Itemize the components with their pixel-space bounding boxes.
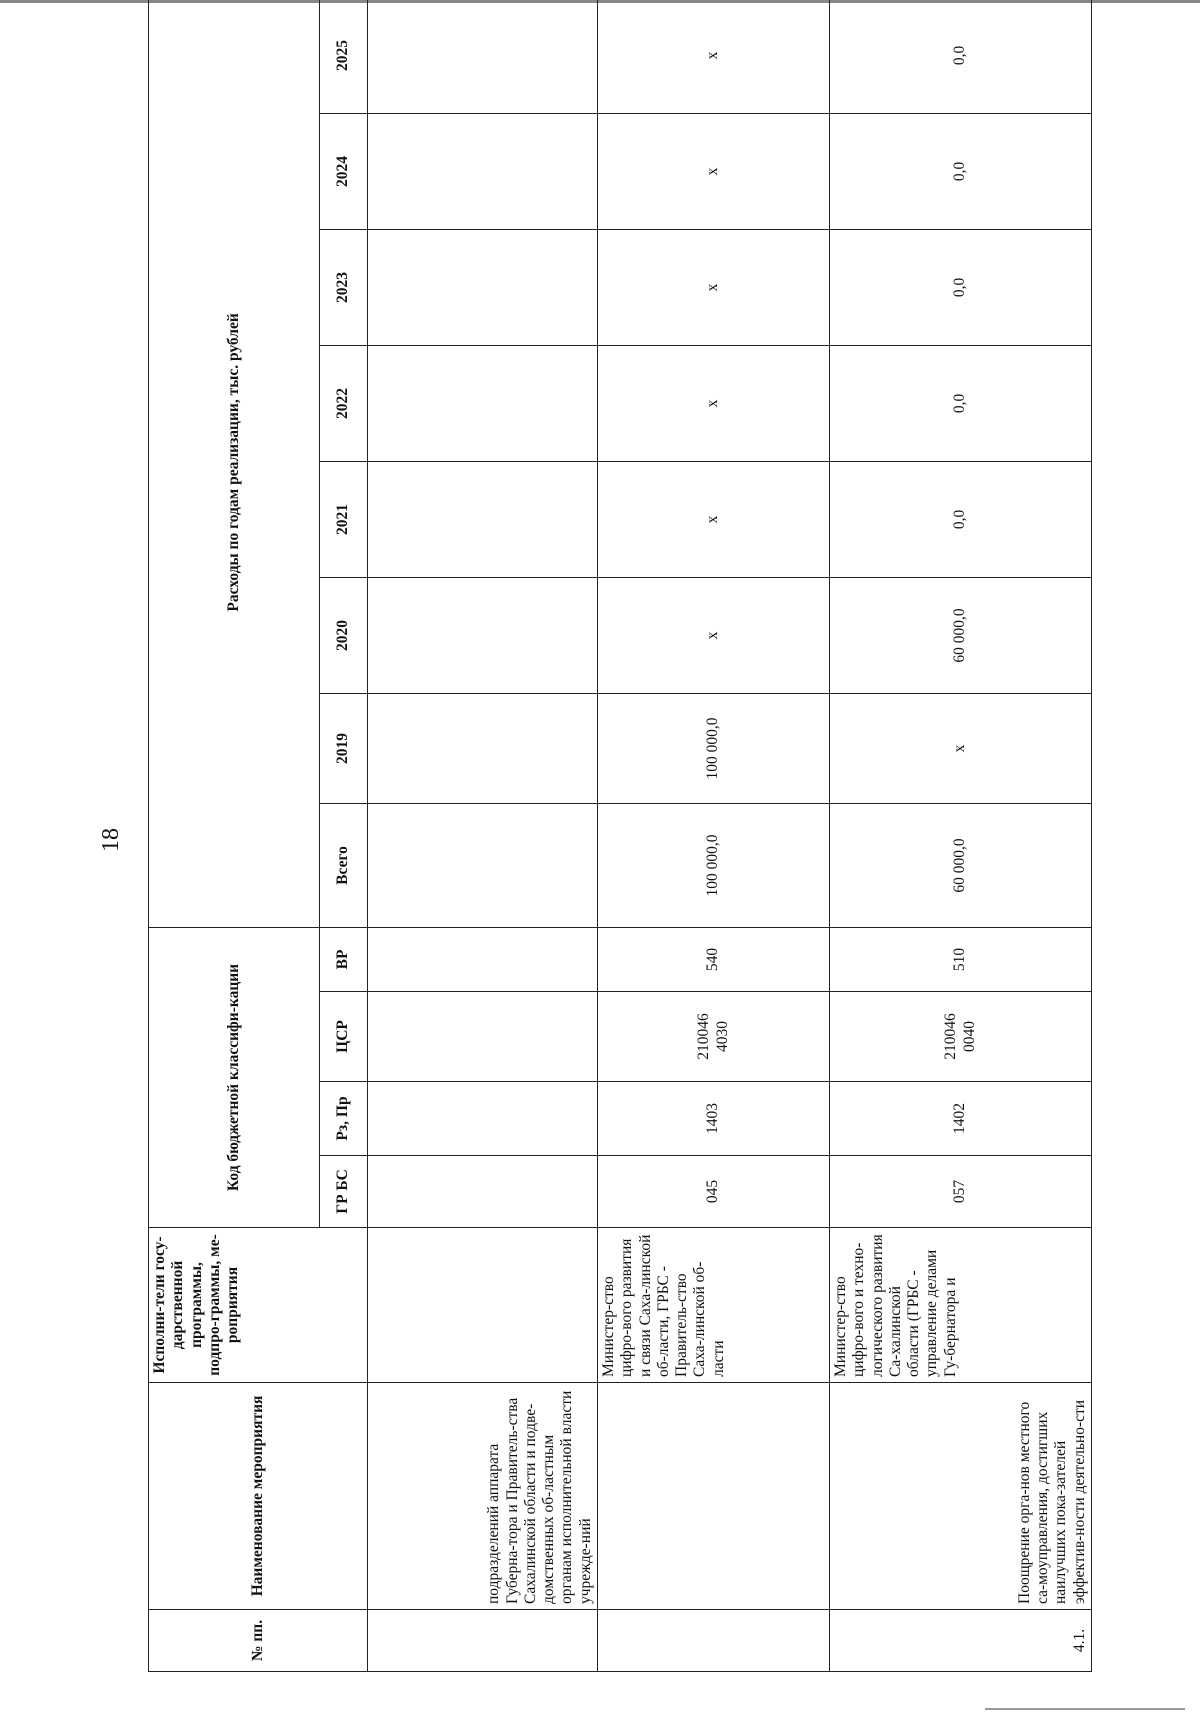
row-executor: Министер-ство цифро-вого и техно-логического развития Са-халинской области (ГРБС - управление делами Гу-бернатора и xyxy=(830,1228,1092,1383)
header-row-1 xyxy=(149,0,320,1672)
row-num xyxy=(598,1610,830,1672)
row-2020 xyxy=(368,577,598,693)
row-executor xyxy=(368,1228,598,1383)
num-header: № пп. xyxy=(149,1610,368,1672)
row-2022: x xyxy=(598,345,830,461)
name-header: Наименование мероприятия xyxy=(149,1383,368,1610)
row-2022: 0,0 xyxy=(830,345,1092,461)
row-num: 4.1. xyxy=(830,1610,1092,1672)
row-rzpr: 1402 xyxy=(830,1082,1092,1156)
row-grbs xyxy=(368,1156,598,1228)
year-2021-header: 2021 xyxy=(320,461,368,577)
year-2019-header: 2019 xyxy=(320,693,368,803)
row-grbs: 045 xyxy=(598,1156,830,1228)
total-header: Всего xyxy=(320,803,368,927)
row-num xyxy=(368,1610,598,1672)
row-name xyxy=(598,1383,830,1610)
row-2024: 0,0 xyxy=(830,113,1092,229)
row-csr xyxy=(368,992,598,1082)
row-2023: 0,0 xyxy=(830,229,1092,345)
row-2023 xyxy=(368,229,598,345)
table-row xyxy=(598,0,830,1672)
row-2025 xyxy=(368,0,598,113)
row-2019: x xyxy=(830,693,1092,803)
row-2023: x xyxy=(598,229,830,345)
row-grbs: 057 xyxy=(830,1156,1092,1228)
row-2022 xyxy=(368,345,598,461)
row-2024: x xyxy=(598,113,830,229)
row-2021 xyxy=(368,461,598,577)
row-2020: x xyxy=(598,577,830,693)
page-number: 18 xyxy=(98,828,124,852)
row-2024 xyxy=(368,113,598,229)
year-2024-header: 2024 xyxy=(320,113,368,229)
row-name: Поощрение орга-нов местного са-моуправления, достигших наилучших пока-зателей эффектив-ности деятельно-сти xyxy=(830,1383,1092,1610)
row-name: подразделений аппарата Губерна-тора и Правитель-ства Сахалинской области и подве-домственных об-ластным органам исполнительной власти учрежде-ний xyxy=(368,1383,598,1610)
row-2020: 60 000,0 xyxy=(830,577,1092,693)
row-2019: 100 000,0 xyxy=(598,693,830,803)
expenses-table xyxy=(148,0,1092,1672)
row-total: 60 000,0 xyxy=(830,803,1092,927)
expenses-header: Расходы по годам реализации, тыс. рублей xyxy=(149,0,320,927)
row-2025: x xyxy=(598,0,830,113)
row-total: 100 000,0 xyxy=(598,803,830,927)
row-rzpr: 1403 xyxy=(598,1082,830,1156)
year-2020-header: 2020 xyxy=(320,577,368,693)
grbs-header: ГР БС xyxy=(320,1156,368,1228)
csr-header: ЦСР xyxy=(320,992,368,1082)
row-2021: 0,0 xyxy=(830,461,1092,577)
row-csr: 210046 4030 xyxy=(598,992,830,1082)
row-rzpr xyxy=(368,1082,598,1156)
row-vr xyxy=(368,927,598,991)
year-2023-header: 2023 xyxy=(320,229,368,345)
vr-header: ВР xyxy=(320,927,368,991)
row-csr: 210046 0040 xyxy=(830,992,1092,1082)
row-2021: x xyxy=(598,461,830,577)
row-2019 xyxy=(368,693,598,803)
row-executor: Министер-ство цифро-вого развития и связи Саха-линской об-ласти, ГРБС - Правитель-ство Саха-линской об-ласти xyxy=(598,1228,830,1383)
table-row xyxy=(830,0,1092,1672)
row-vr: 510 xyxy=(830,927,1092,991)
rzpr-header: Рз, Пр xyxy=(320,1082,368,1156)
year-2022-header: 2022 xyxy=(320,345,368,461)
row-vr: 540 xyxy=(598,927,830,991)
executors-header: Исполни-тели госу-дарственной программы, подпро-граммы, ме-роприятия xyxy=(149,1228,368,1383)
table-row xyxy=(368,0,598,1672)
row-2025: 0,0 xyxy=(830,0,1092,113)
row-total xyxy=(368,803,598,927)
budget-code-header: Код бюджетной классифи-кации xyxy=(149,927,320,1227)
year-2025-header: 2025 xyxy=(320,0,368,113)
